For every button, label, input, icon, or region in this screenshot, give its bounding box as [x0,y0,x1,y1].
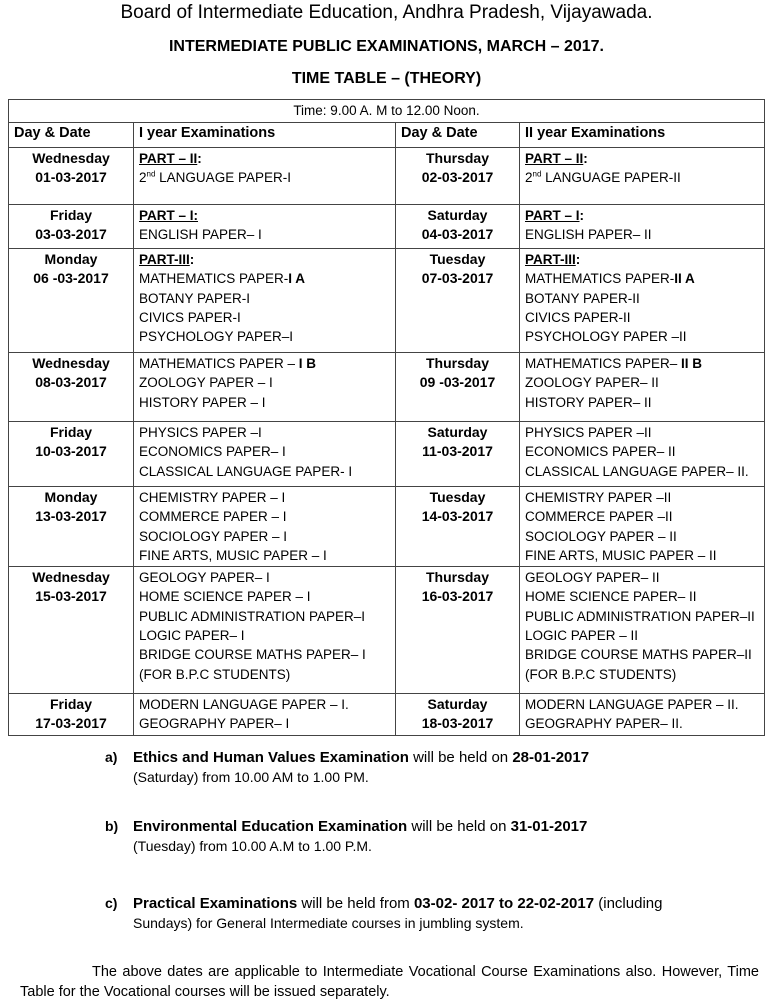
text-segment: HISTORY PAPER– II [525,394,652,410]
day-date-cell [396,487,520,567]
text-line [525,250,759,269]
day-date-cell [9,567,134,694]
text-segment: (FOR B.P.C STUDENTS) [525,666,677,682]
text-line [525,568,759,587]
text-segment: MATHEMATICS PAPER – [139,356,299,371]
text-line [139,149,390,168]
day-date-cell [9,148,134,205]
weekday: Friday [49,207,92,223]
weekday: Monday [44,489,98,505]
text-segment: CHEMISTRY PAPER –II [525,490,672,505]
day-date-cell [396,694,520,736]
text-segment: MATHEMATICS PAPER- [139,271,289,287]
text-line [139,269,390,288]
exam-papers-cell [134,249,396,353]
note-label: b) [105,818,119,834]
note-item [105,894,753,933]
text-segment: MODERN LANGUAGE PAPER – I. [139,697,349,713]
table-row [9,205,765,249]
exam-papers-cell [134,694,396,736]
exam-time: Time: 9.00 A. M to 12.00 Noon. [9,100,765,123]
col-header-day-date-1: Day & Date [9,123,134,148]
text-line [525,607,759,626]
text-line [525,714,759,733]
table-row [9,148,765,205]
text-line [139,546,390,565]
text-segment: GEOLOGY PAPER– II [525,570,660,586]
weekday: Thursday [425,150,489,166]
exam-date: 11-03-2017 [422,443,493,460]
text-segment: SOCIOLOGY PAPER – II [525,528,677,544]
weekday: Saturday [427,207,488,223]
exam-papers-cell [134,148,396,205]
table-row [9,249,765,353]
col-header-day-date-2: Day & Date [396,123,520,148]
text-segment: PART-III [525,252,576,267]
text-segment: CLASSICAL LANGUAGE PAPER- I [139,463,353,479]
exam-date: 16-03-2017 [421,588,494,605]
text-segment: BRIDGE COURSE MATHS PAPER– I [139,647,366,663]
exam-date: 18-03-2017 [421,715,494,732]
table-row [9,487,765,567]
text-segment: I B [298,356,317,371]
text-segment: nd [146,169,156,179]
weekday: Friday [49,696,92,713]
day-date-cell [9,205,134,249]
vocational-footnote: The above dates are applicable to Intermediate Vocational Course Examinations also. However, Time Table for the Vocational courses will be issued separately. [20,964,759,1000]
exam-papers-cell [134,422,396,487]
text-line [139,607,390,626]
text-segment: CHEMISTRY PAPER – I [139,490,286,505]
weekday: Saturday [427,424,488,440]
exam-date: 13-03-2017 [35,508,107,525]
weekday: Thursday [425,355,489,371]
text-segment: : [579,208,585,223]
text-line [133,748,753,768]
text-line [525,587,759,606]
text-segment: Ethics and Human Values Examination [133,749,409,766]
text-segment: PART – II [525,151,584,166]
weekday: Monday [44,251,98,267]
text-segment: LANGUAGE PAPER-I [155,170,291,186]
weekday: Friday [49,424,92,440]
text-line [139,423,390,442]
table-row [9,694,765,736]
text-segment: PUBLIC ADMINISTRATION PAPER–I [139,608,366,624]
text-line [139,568,390,587]
note-item [105,817,753,856]
header-row [9,123,765,148]
text-segment: I A [288,271,306,287]
exam-date: 14-03-2017 [421,508,494,525]
day-date-cell [9,487,134,567]
timetable [8,99,765,736]
text-line [525,289,759,308]
note-label: a) [105,749,118,765]
text-line [525,168,759,187]
text-segment: ZOOLOGY PAPER – I [139,375,273,391]
text-segment: PUBLIC ADMINISTRATION PAPER–II [525,608,755,624]
text-segment: will be held on [408,749,513,766]
text-segment: Practical Examinations [133,895,298,912]
weekday: Wednesday [32,355,110,371]
text-line [525,488,759,507]
text-segment: BOTANY PAPER-II [525,290,640,306]
text-line [525,626,759,645]
text-segment: HOME SCIENCE PAPER– II [525,589,697,605]
exam-papers-cell [520,422,765,487]
text-line [139,308,390,327]
text-segment: CIVICS PAPER-I [139,309,241,325]
text-segment: LOGIC PAPER– I [139,628,245,644]
text-line [139,168,390,187]
text-segment: FINE ARTS, MUSIC PAPER – II [525,547,717,563]
day-date-cell [396,422,520,487]
text-line [525,354,759,373]
weekday: Tuesday [429,251,486,267]
text-line [139,587,390,606]
text-segment: ECONOMICS PAPER– II [525,444,676,460]
day-date-cell [396,567,520,694]
exam-papers-cell [520,694,765,736]
time-row [9,100,765,123]
text-line [525,149,759,168]
exam-date: 17-03-2017 [35,715,107,732]
text-line [133,817,753,837]
text-line [139,665,390,684]
exam-papers-cell [520,567,765,694]
text-segment: MODERN LANGUAGE PAPER – II. [525,697,739,713]
day-date-cell [9,353,134,422]
exam-date: 01-03-2017 [35,169,107,186]
text-segment: PART – I: [139,208,199,223]
text-line [525,665,759,684]
exam-date: 03-03-2017 [35,226,107,243]
exam-title: INTERMEDIATE PUBLIC EXAMINATIONS, MARCH – 2017. [168,38,604,55]
text-line [525,423,759,442]
day-date-cell [396,205,520,249]
note-label: c) [105,895,118,911]
text-segment: PSYCHOLOGY PAPER–I [139,329,294,345]
text-segment: PART-III [139,252,190,267]
text-line [139,527,390,546]
board-title: Board of Intermediate Education, Andhra Pradesh, Vijayawada. [120,2,653,23]
text-line [139,225,390,244]
exam-papers-cell [134,487,396,567]
exam-papers-cell [134,567,396,694]
text-segment: ZOOLOGY PAPER– II [525,375,659,391]
text-line [139,645,390,664]
exam-date: 08-03-2017 [35,374,107,391]
text-segment: MATHEMATICS PAPER– [525,356,682,371]
table-row [9,422,765,487]
exam-date: 02-03-2017 [421,169,494,186]
text-segment: (Tuesday) from 10.00 A.M to 1.00 P.M. [133,837,372,854]
text-line [139,393,390,412]
exam-papers-cell [520,148,765,205]
text-segment: GEOGRAPHY PAPER– II. [525,716,683,732]
text-line [139,206,390,225]
text-segment: FINE ARTS, MUSIC PAPER – I [139,547,327,563]
text-line [525,462,759,481]
text-segment: BOTANY PAPER-I [139,290,251,306]
exam-papers-cell [520,205,765,249]
text-segment: LANGUAGE PAPER-II [541,170,681,186]
text-segment: PHYSICS PAPER –II [525,425,652,440]
text-segment: ENGLISH PAPER– II [525,227,652,243]
table-row [9,567,765,694]
col-header-second-year: II year Examinations [520,123,765,148]
text-segment: HISTORY PAPER – I [139,394,266,410]
weekday: Wednesday [32,150,110,166]
weekday: Wednesday [32,569,110,586]
weekday: Thursday [425,569,489,586]
weekday: Tuesday [429,489,486,505]
exam-date: 10-03-2017 [35,443,107,460]
table-row [9,353,765,422]
text-line [139,626,390,645]
exam-date: 04-03-2017 [421,226,494,243]
text-segment: will be held from [297,895,414,912]
text-segment: PSYCHOLOGY PAPER –II [525,329,687,345]
text-line [525,546,759,565]
text-segment: HOME SCIENCE PAPER – I [139,589,311,605]
text-line [139,289,390,308]
day-date-cell [9,422,134,487]
text-segment: GEOGRAPHY PAPER– I [139,716,290,732]
text-line [139,250,390,269]
text-line [139,695,390,714]
text-segment: ENGLISH PAPER– I [139,227,262,243]
exam-date: 15-03-2017 [35,588,107,605]
text-segment: SOCIOLOGY PAPER – I [139,528,288,544]
text-line [525,507,759,526]
text-line [525,308,759,327]
text-line [525,327,759,346]
text-line [139,462,390,481]
text-segment: PART – II [139,151,198,166]
text-line [133,914,753,934]
text-line [139,354,390,373]
text-segment: Sundays) for General Intermediate courses in jumbling system. [133,914,524,931]
text-line [525,269,759,288]
text-segment: COMMERCE PAPER – I [139,509,287,525]
text-line [139,327,390,346]
text-segment: (including [594,895,663,912]
day-date-cell [396,148,520,205]
text-segment: (FOR B.P.C STUDENTS) [139,666,291,682]
text-line [525,206,759,225]
exam-papers-cell [520,249,765,353]
exam-papers-cell [134,353,396,422]
text-segment: II B [681,356,703,371]
text-segment: COMMERCE PAPER –II [525,509,673,525]
text-segment: : [189,252,195,267]
text-segment: 28-01-2017 [512,749,590,766]
text-segment: 2 [139,170,147,186]
day-date-cell [9,249,134,353]
text-segment: : [197,151,202,166]
text-line [525,695,759,714]
text-segment: MATHEMATICS PAPER- [525,271,675,287]
text-line [139,488,390,507]
text-segment: II A [674,271,695,287]
text-line [525,373,759,392]
day-date-cell [396,249,520,353]
text-segment: will be held on [407,818,511,835]
text-segment: : [583,151,588,166]
text-line [139,714,390,733]
exam-papers-cell [520,353,765,422]
day-date-cell [9,694,134,736]
text-segment: CLASSICAL LANGUAGE PAPER– II. [525,463,749,479]
notes-section [0,748,773,1002]
text-line [525,393,759,412]
exam-date: 06 -03-2017 [33,270,109,287]
text-segment: PART – I [525,208,580,223]
text-segment: 31-01-2017 [510,818,588,835]
text-line [139,373,390,392]
day-date-cell [396,353,520,422]
text-line [133,768,753,788]
text-segment: (Saturday) from 10.00 AM to 1.00 PM. [133,768,369,785]
text-line [133,837,753,857]
text-line [139,507,390,526]
exam-date: 09 -03-2017 [419,374,496,391]
weekday: Saturday [427,696,488,713]
text-segment: 2 [525,170,533,186]
text-line [525,225,759,244]
note-item [105,748,753,787]
text-segment: PHYSICS PAPER –I [139,425,262,440]
text-line [133,894,753,914]
text-line [139,442,390,461]
text-segment: BRIDGE COURSE MATHS PAPER–II [525,647,752,663]
text-segment: Environmental Education Examination [133,818,408,835]
text-line [525,645,759,664]
exam-papers-cell [520,487,765,567]
exam-date: 07-03-2017 [421,270,494,287]
text-segment: ECONOMICS PAPER– I [139,444,286,460]
text-segment: nd [532,169,542,179]
text-line [525,527,759,546]
exam-papers-cell [134,205,396,249]
text-segment: LOGIC PAPER – II [525,628,639,644]
timetable-title: TIME TABLE – (THEORY) [291,70,482,87]
text-segment: 03-02- 2017 to 22-02-2017 [413,895,595,912]
text-segment: : [575,252,581,267]
col-header-first-year: I year Examinations [134,123,396,148]
text-segment: GEOLOGY PAPER– I [139,570,270,586]
text-line [525,442,759,461]
text-segment: CIVICS PAPER-II [525,309,631,325]
